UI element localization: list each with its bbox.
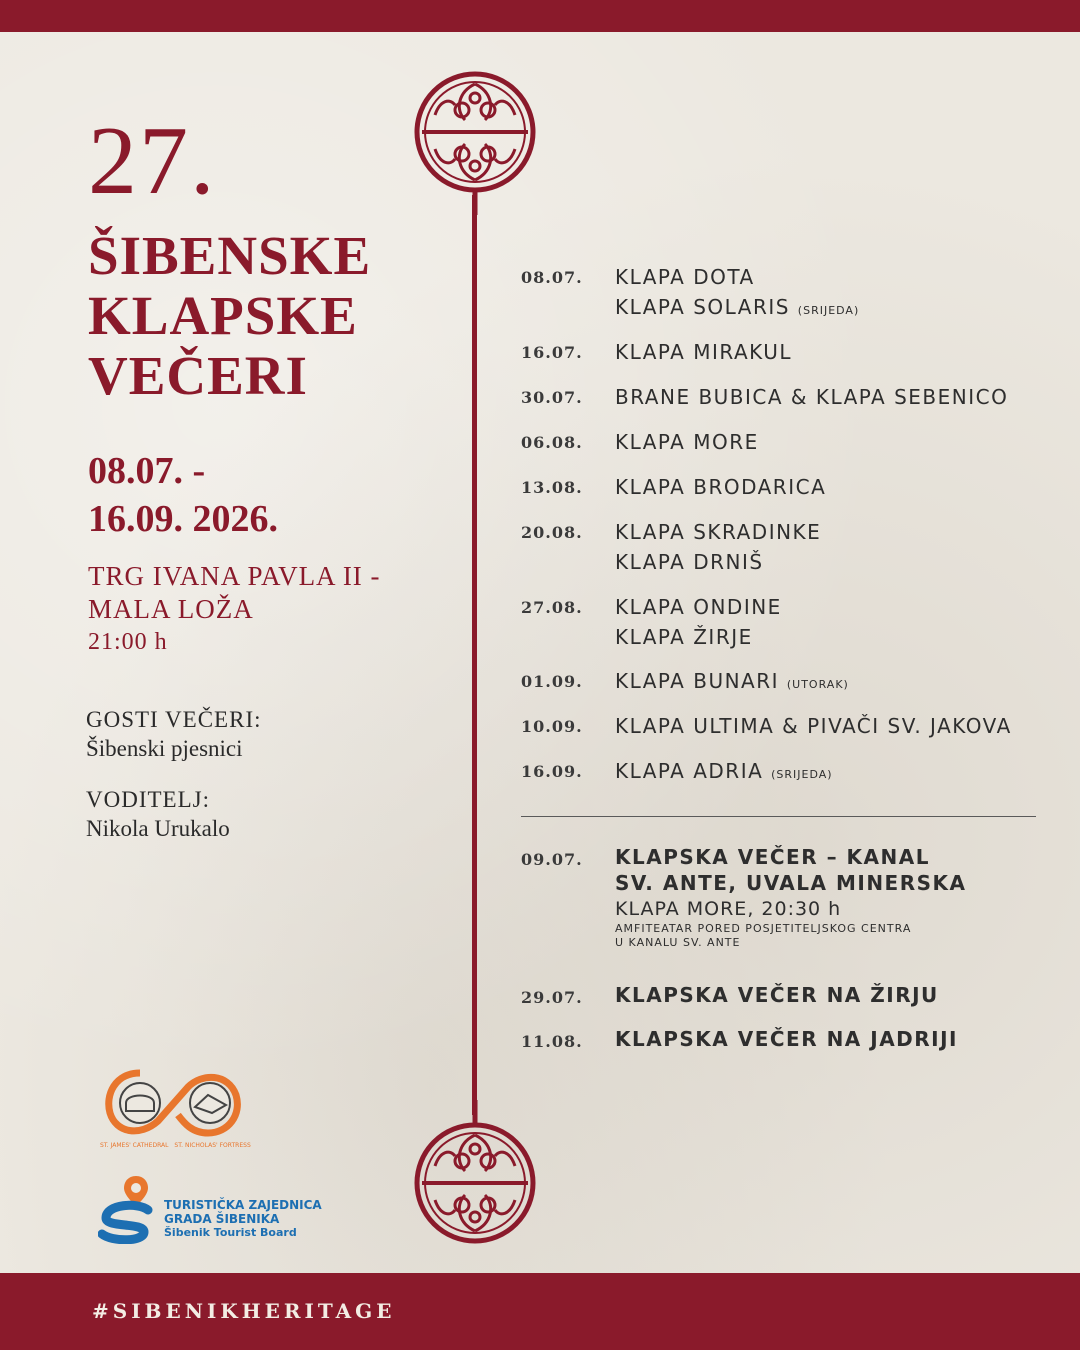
guests-block <box>86 705 262 843</box>
schedule-note: (SRIJEDA) <box>771 768 833 781</box>
event-time: 21:00 h <box>88 629 168 655</box>
ornament-top-medallion-icon <box>410 70 540 215</box>
heritage-logo-labels <box>100 1142 250 1149</box>
special-events <box>521 844 1041 1070</box>
special-details: KLAPSKA VEČER – KANAL SV. ANTE, UVALA MINERSKA KLAPA MORE, 20:30 h AMFITEATAR PORED POSJETITELJSKOG CENTRA U KANALU SV. ANTE <box>615 845 967 949</box>
edition-number: 27. <box>88 107 217 215</box>
special-title: KLAPSKA VEČER NA ŽIRJU <box>615 983 939 1007</box>
venue <box>88 560 381 659</box>
guests-label: GOSTI VEČERI: <box>86 707 262 732</box>
schedule-row <box>521 666 1041 711</box>
host-value: Nikola Urukalo <box>86 816 230 841</box>
schedule-performers: KLAPA BUNARI (UTORAK) <box>615 669 849 693</box>
venue-line: MALA LOŽA <box>88 594 254 624</box>
schedule-date: 30.07. <box>521 388 583 407</box>
special-row <box>521 844 1041 982</box>
schedule-performers: KLAPA MIRAKUL <box>615 340 792 364</box>
schedule-row <box>521 592 1041 666</box>
heritage-right-label: ST. NICHOLAS' FORTRESS <box>174 1142 251 1149</box>
schedule-date: 16.07. <box>521 343 583 362</box>
top-band <box>0 0 1080 32</box>
schedule-date: 06.08. <box>521 433 583 452</box>
hashtag[interactable]: #SIBENIKHERITAGE <box>92 1299 396 1323</box>
schedule-row <box>521 472 1041 517</box>
schedule-row <box>521 711 1041 756</box>
special-title: KLAPSKA VEČER NA JADRIJI <box>615 1027 958 1051</box>
tourist-board-text: TURISTIČKA ZAJEDNICA GRADA ŠIBENIKA Šibenik Tourist Board <box>164 1198 322 1239</box>
schedule-note: (SRIJEDA) <box>797 304 860 317</box>
schedule-performers: KLAPA SKRADINKE KLAPA DRNIŠ <box>615 520 822 574</box>
schedule-list <box>521 262 1041 801</box>
date-from: 08.07. - <box>88 450 206 492</box>
ornament-bottom-medallion-icon <box>410 1100 540 1245</box>
special-row <box>521 1026 1041 1070</box>
schedule-performers: KLAPA ONDINE KLAPA ŽIRJE <box>615 595 782 649</box>
schedule-date: 16.09. <box>521 762 583 781</box>
schedule-performers: KLAPA ADRIA (SRIJEDA) <box>615 759 833 783</box>
schedule-row <box>521 517 1041 592</box>
special-row <box>521 982 1041 1026</box>
title-line: ŠIBENSKE <box>88 225 372 286</box>
schedule-performers: KLAPA ULTIMA & PIVAČI SV. JAKOVA <box>615 714 1012 738</box>
schedule-divider <box>521 816 1036 817</box>
tourist-board-logo-icon <box>98 1172 158 1244</box>
ornament-vertical-line <box>472 195 477 1115</box>
special-date: 29.07. <box>521 988 583 1007</box>
schedule-date: 01.09. <box>521 672 583 691</box>
event-title <box>88 226 371 406</box>
heritage-logo-icon <box>100 1065 245 1140</box>
schedule-note: (UTORAK) <box>786 678 849 691</box>
schedule-row <box>521 756 1041 801</box>
schedule-row <box>521 427 1041 472</box>
host-label: VODITELJ: <box>86 787 210 812</box>
schedule-row <box>521 337 1041 382</box>
schedule-performers: BRANE BUBICA & KLAPA SEBENICO <box>615 385 1009 409</box>
schedule-performers: KLAPA MORE <box>615 430 759 454</box>
date-to: 16.09. 2026. <box>88 498 278 540</box>
schedule-date: 08.07. <box>521 268 583 287</box>
title-line: KLAPSKE <box>88 285 358 346</box>
schedule-row <box>521 382 1041 427</box>
schedule-performers: KLAPA BRODARICA <box>615 475 827 499</box>
schedule-performers: KLAPA DOTA KLAPA SOLARIS (SRIJEDA) <box>615 265 860 319</box>
special-date: 11.08. <box>521 1032 583 1051</box>
schedule-date: 27.08. <box>521 598 583 617</box>
schedule-date: 20.08. <box>521 523 583 542</box>
schedule-row <box>521 262 1041 337</box>
guests-value: Šibenski pjesnici <box>86 736 243 761</box>
schedule-date: 13.08. <box>521 478 583 497</box>
venue-line: TRG IVANA PAVLA II - <box>88 561 381 591</box>
title-line: VEČERI <box>88 345 308 406</box>
event-dates <box>88 447 278 543</box>
special-date: 09.07. <box>521 850 583 869</box>
schedule-date: 10.09. <box>521 717 583 736</box>
heritage-left-label: ST. JAMES' CATHEDRAL <box>100 1142 169 1149</box>
